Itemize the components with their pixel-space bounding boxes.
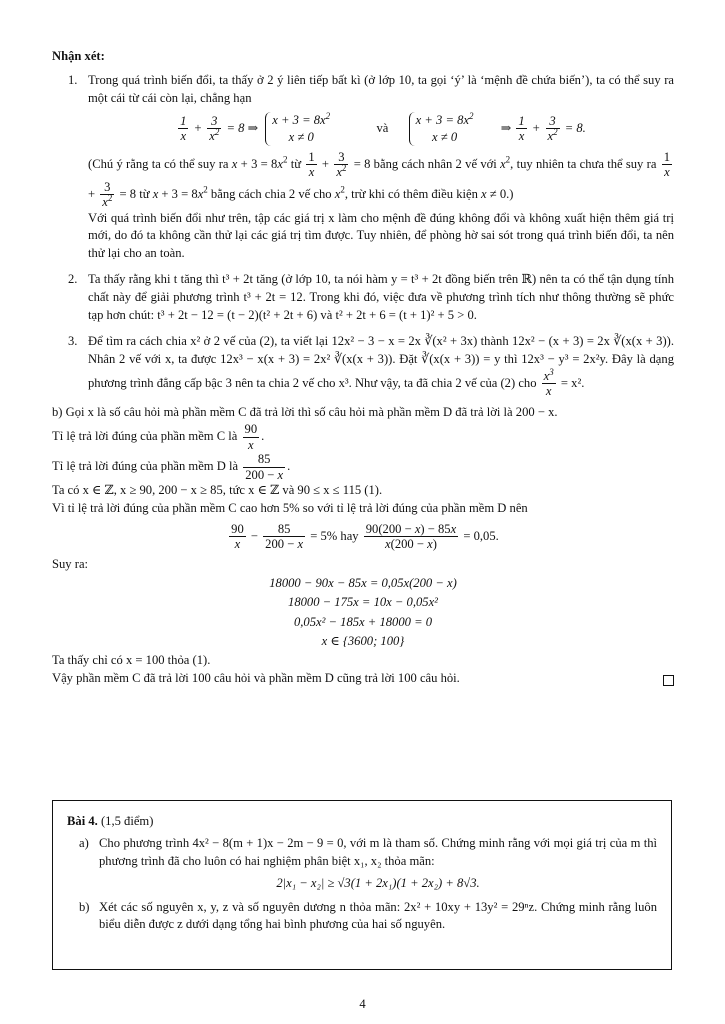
problem-4a — [67, 835, 657, 893]
remark-3-number: 3. — [68, 333, 78, 348]
part-b-conclusion2: Vậy phần mềm C đã trả lời 100 câu hỏi và phần mềm D cũng trả lời 100 câu hỏi. — [52, 670, 674, 688]
and-word: và — [376, 120, 389, 135]
page-number: 4 — [359, 997, 366, 1011]
remark-1-equations: $\frac{1}{x}$ + $\frac{3}{x^2}$ = 8 ⇒ $x + 3 = 8x^2$ x ≠ 0 và $x + 3 = 8x^2$ x ≠ 0 ⇒ $\frac{1}{x}$ + $\frac{3}{x^2}$ = 8. — [180, 110, 586, 144]
remark-2-text: Ta thấy rằng khi t tăng thì t³ + 2t tăng (ở lớp 10, ta nói hàm y = t³ + 2t đồng biến trên ℝ) nên ta có thể tận dụng tính chất này để giải phương trình t³ + 2t = 12. Trong khi đó, việc đưa về phương trình tích như thông thường sẽ phức tạp hơn chút: t³ + 2t − 12 = (t − 2)(t² + 2t + 6) và t² + 2t + 6 = (t + 1)² + 5 > 0. — [88, 272, 674, 322]
step-4: x ∈ {3600; 100} — [321, 634, 405, 649]
problem-4-box — [52, 800, 672, 970]
part-b — [52, 404, 674, 687]
step-3: 0,05x² − 185x + 18000 = 0 — [293, 614, 433, 629]
problem-4-title: Bài 4. (1,5 điểm) — [67, 814, 154, 828]
problem-4b — [67, 899, 657, 935]
part-b-line3: Tỉ lệ trả lời đúng của phần mềm D là $\frac{85}{200 - x}$ . — [52, 452, 291, 482]
step-1: 18000 − 90x − 85x = 0,05x(200 − x) — [269, 575, 457, 590]
remark-3-text: Để tìm ra cách chia x² ở 2 vế của (2), ta viết lại 12x² − 3 − x = 2x ∛(x² + 3x) thành 12x² − (x + 3) = 2x ∛(x(x + 3)). Nhân 2 vế với x, ta được 12x³ − x(x + 3) = 2x² ∛(x(x + 3)). Đặt ∛(x(x + 3)) = y thì 12x³ − y³ = 2x²y. Đây là dạng phương trình đẳng cấp bậc 3 nên ta chia 2 vế cho x³. Như vậy, ta đã chia 2 vế của (2) cho — [88, 333, 674, 390]
remark-2-number: 2. — [68, 272, 78, 287]
problem-4a-text: Cho phương trình 4x² − 8(m + 1)x − 2m − 9 = 0, với m là tham số. Chứng minh rằng với mọi giá trị của m thì phương trình đã cho luôn có hai nghiệm phân biệt x₁, x₂ thỏa mãn: — [99, 835, 657, 868]
part-b-line5: Vì tỉ lệ trả lời đúng của phần mềm C cao hơn 5% so với tỉ lệ trả lời đúng của phần mềm D nên — [52, 501, 528, 516]
remark-1 — [52, 72, 674, 263]
part-b-inequality: $\frac{90}{x}$ − $\frac{85}{200 - x}$ = 5% hay $\frac{90(200 - x) - 85x}{x(200 - x)}$ = 0,05. — [231, 521, 499, 552]
remark-1-text: Trong quá trình biến đổi, ta thấy ở 2 ý liên tiếp bất kì (ở lớp 10, ta gọi ‘ý’ là ‘mệnh đề chứa biến’), ta có thể suy ra một cái từ cái còn lại, chẳng hạn — [88, 72, 674, 105]
remark-1-note: (Chú ý rằng ta có thể suy ra $x + 3 = 8x^2$ từ $\frac{1}{x}$ + $\frac{3}{x^2}$ = 8 bằng cách nhân 2 vế với $x^2$, tuy nhiên ta chưa thể suy ra $\frac{1}{x}$ + $\frac{3}{x^2}$ = 8 từ $x + 3 = 8x^2$ bằng cách chia 2 vế cho $x^2$, trừ khi có thêm điều kiện x ≠ 0.) — [88, 149, 671, 210]
problem-4a-label: a) — [79, 835, 89, 850]
remark-1-text2: Với quá trình biến đổi như trên, tập các giá trị x làm cho mệnh đề đúng không đổi và không xuất hiện thêm giá trị mới, do đó ta không cần thử lại các giá trị tìm được. Tuy nhiên, để phòng hờ sai sót trong quá trình biến đổi, ta nên thử lại cho an toàn. — [88, 210, 674, 261]
remark-2 — [52, 271, 674, 325]
remark-3-tail: = x². — [560, 375, 585, 390]
part-b-suyra: Suy ra: — [52, 556, 89, 571]
part-b-conclusion1: Ta thấy chỉ có x = 100 thỏa (1). — [52, 652, 211, 667]
remarks-heading: Nhận xét: — [52, 49, 105, 63]
qed-square-icon — [663, 675, 674, 686]
problem-4b-label: b) — [79, 899, 90, 914]
problem-4b-text: Xét các số nguyên x, y, z và số nguyên dương n thỏa mãn: 2x² + 10xy + 13y² = 29ⁿz. Chứng minh rằng luôn biểu diễn được z dưới dạng tổng hai bình phương của hai số nguyên. — [99, 899, 657, 932]
remarks-list — [52, 72, 674, 399]
part-b-line2: Tỉ lệ trả lời đúng của phần mềm C là $\frac{90}{x}$ . — [52, 422, 265, 452]
part-b-steps — [52, 574, 674, 652]
step-2: 18000 − 175x = 10x − 0,05x² — [288, 595, 438, 610]
problem-4a-equation: 2|x₁ − x₂| ≥ √3(1 + 2x₁)(1 + 2x₂) + 8√3. — [276, 875, 480, 890]
part-b-line1: b) Gọi x là số câu hỏi mà phần mềm C đã trả lời thì số câu hỏi mà phần mềm D đã trả lời là 200 − x. — [52, 405, 558, 420]
remark-1-number: 1. — [68, 72, 78, 87]
remark-3: 3. Để tìm ra cách chia x² ở 2 vế của (2), ta viết lại 12x² − 3 − x = 2x ∛(x² + 3x) thành 12x² − (x + 3) = 2x ∛(x(x + 3)). Nhân 2 vế với x, ta được 12x³ − x(x + 3) = 2x² ∛(x(x + 3)). Đặt ∛(x(x + 3)) = y thì 12x³ − y³ = 2x²y. Đây là dạng phương trình đẳng cấp bậc 3 nên ta chia 2 vế cho x³. Như vậy, ta đã chia 2 vế của (2) cho $\frac{x^3}{x}$ = x². — [68, 333, 674, 398]
part-b-line4: Ta có x ∈ ℤ, x ≥ 90, 200 − x ≥ 85, tức x ∈ ℤ và 90 ≤ x ≤ 115 (1). — [52, 483, 383, 498]
page-content — [52, 48, 674, 688]
